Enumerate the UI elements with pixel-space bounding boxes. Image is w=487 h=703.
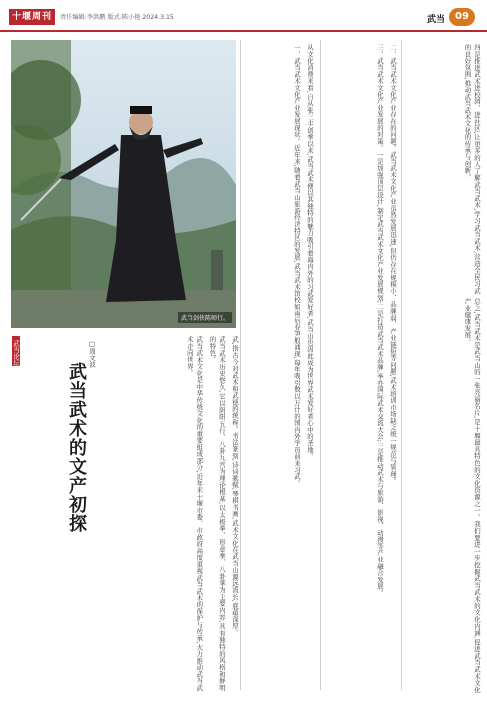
paragraph: 一、武当武术文化产业发展现状。近年来,随着武当山旅游经济特区的发展,武当武术馆校如雨后春笋般涌现,每年吸引数以万计的国内外学员前来习武。	[292, 44, 301, 487]
body-column	[405, 298, 481, 693]
paragraph: 二、武当武术文化产业存在的问题。武当武术文化产业虽然发展迅速,但仍存在规模小、品牌弱、产业链短等问题,武术培训市场缺乏统一规范与管理。	[389, 44, 397, 485]
article-headline: 武当武术的文产初探	[66, 362, 87, 533]
paragraph: 武当武术文化是中华传统文化的重要组成部分,近年来十堰市委、市政府高度重视武当武术的保护与传承,大力推动武当武术走向世界。	[185, 336, 204, 691]
body-column	[244, 44, 314, 634]
column-divider	[401, 40, 402, 690]
page-number-badge: 09	[449, 8, 475, 26]
martial-artist-photo	[11, 40, 236, 328]
section-name: 武当	[427, 15, 446, 25]
paragraph: 三、武当武术文化产业发展的对策。一是加强顶层设计,制定武当武术文化产业发展规划;二是打造武当武术品牌,举办国际武术交流大会;三是推动武术与旅游、影视、动漫等产业融合发展。	[375, 44, 384, 597]
column-divider	[240, 40, 241, 690]
body-column	[405, 44, 481, 294]
paragraph: 总之,武当武术是武当山的一张亮丽名片,是十堰最具特色的文化资源之一。我们要进一步挖掘武当武术的文化内涵,促进武当武术文化产业健康发展。	[463, 298, 481, 693]
photo-illustration	[11, 40, 236, 328]
body-column	[104, 336, 239, 691]
paragraph: 四是推进武术进校园、进社区,让更多的人了解武当武术,学习武当武术,营造全民习武的良好氛围,推动武当武术文化的传承与创新。	[463, 44, 481, 294]
section-tag: 武当论坛	[12, 340, 20, 366]
column-divider	[320, 40, 321, 690]
paper-logo: 十堰周刊	[9, 9, 55, 25]
page-header	[0, 0, 487, 32]
photo-caption: 武当剑侠陈师行。	[178, 312, 232, 323]
body-column	[324, 44, 397, 639]
editor-credits: 责任编辑:李洪鹏 版式:陈小艳 2024.3.15	[60, 14, 174, 21]
paragraph: 武当武术历史悠久,它以阴阳五行、八卦九宫为理论根基,以太极拳、形意拳、八卦掌为主要内容,具有独特的风格和鲜明的特色。	[208, 336, 226, 691]
article-author: □周文波	[88, 340, 96, 368]
paragraph: 从文化消费来看,自从张三丰创拳以来,武当武术便以其独特的魅力吸引着海内外的习武爱好者,武当山也因此成为世界武术爱好者心中的圣地。	[306, 44, 314, 460]
paragraph: 武,指古今对武术和武德的统称。书法篆刻,诗词歌赋,琴棋书画,武术文化在武当山源远流长,底蕴深厚。	[231, 336, 239, 636]
